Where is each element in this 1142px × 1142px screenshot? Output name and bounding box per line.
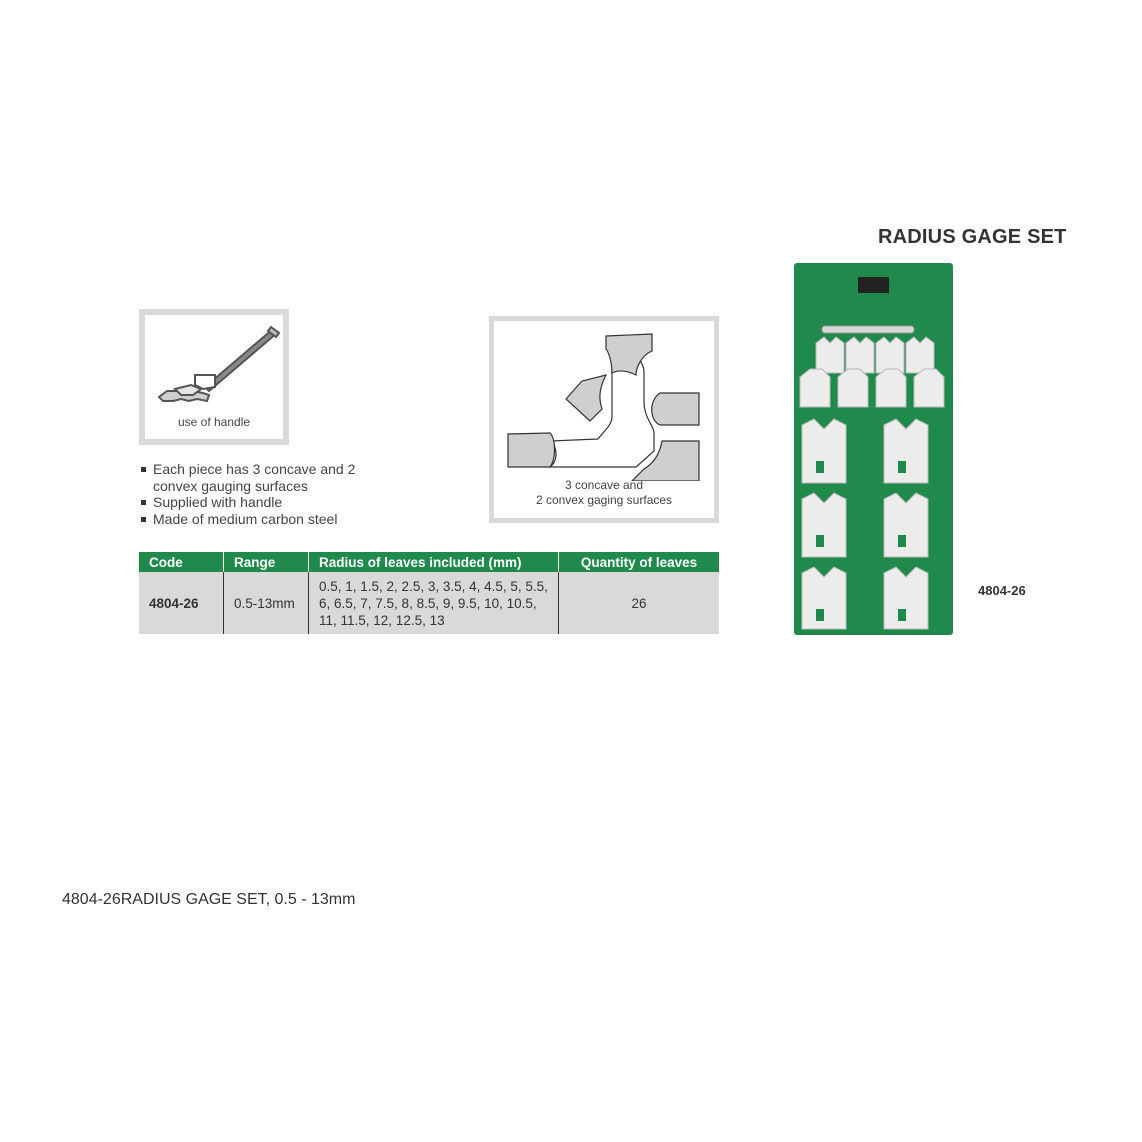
cell-range: 0.5-13mm xyxy=(224,572,309,634)
gaging-caption xyxy=(494,478,714,508)
column-header-range: Range xyxy=(224,552,309,572)
column-header-code: Code xyxy=(139,552,224,572)
feature-item: Supplied with handle xyxy=(139,494,383,511)
gaging-caption-line1: 3 concave and xyxy=(564,478,644,492)
cell-quantity: 26 xyxy=(559,572,720,634)
table-header-row xyxy=(139,552,719,572)
page-title: RADIUS GAGE SET xyxy=(878,226,1067,248)
column-header-radii: Radius of leaves included (mm) xyxy=(309,552,559,572)
cell-radii: 0.5, 1, 1.5, 2, 2.5, 3, 3.5, 4, 4.5, 5, 5.5, 6, 6.5, 7, 7.5, 8, 8.5, 9, 9.5, 10, 10.5, 11, 11.5, 12, 12.5, 13 xyxy=(309,572,559,634)
feature-item: Each piece has 3 concave and 2 convex gauging surfaces xyxy=(139,461,383,494)
product-photo xyxy=(794,263,953,635)
product-code-label: 4804-26 xyxy=(978,583,1026,598)
gaging-surfaces-illustration xyxy=(494,321,714,481)
product-description: 4804-26RADIUS GAGE SET, 0.5 - 13mm xyxy=(62,891,356,908)
handle-caption: use of handle xyxy=(177,415,251,429)
feature-item: Made of medium carbon steel xyxy=(139,511,383,528)
cell-code: 4804-26 xyxy=(139,572,224,634)
handle-figure xyxy=(139,309,289,445)
spec-table xyxy=(139,552,719,634)
feature-list xyxy=(139,461,383,527)
handle-illustration xyxy=(145,315,283,403)
radius-gage-case-illustration xyxy=(794,263,953,635)
column-header-quantity: Quantity of leaves xyxy=(559,552,720,572)
gaging-diagram xyxy=(489,316,719,523)
table-row xyxy=(139,572,719,634)
gaging-caption-line2: 2 convex gaging surfaces xyxy=(535,493,673,507)
